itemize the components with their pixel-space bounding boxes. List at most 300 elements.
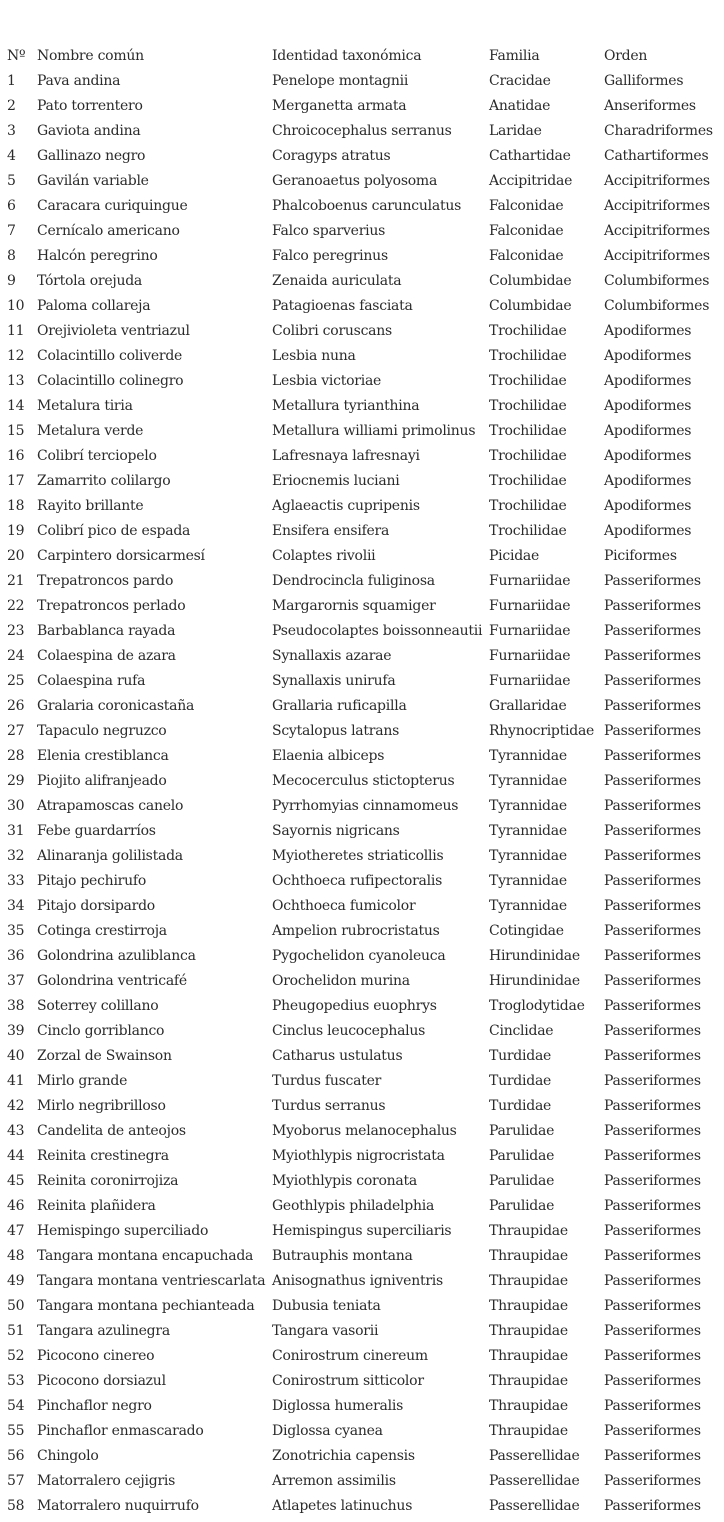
common-name: Colibrí terciopelo: [37, 447, 157, 464]
header-number: Nº: [7, 47, 26, 64]
row-number: 39: [7, 1022, 25, 1039]
common-name: Pato torrentero: [37, 97, 143, 114]
common-name: Golondrina azuliblanca: [37, 947, 196, 964]
order: Passeriformes: [604, 847, 701, 864]
table-row: [0, 1093, 724, 1118]
taxonomic-name: Pseudocolaptes boissonneautii: [272, 622, 483, 639]
row-number: 18: [7, 497, 25, 514]
order: Passeriformes: [604, 697, 701, 714]
taxonomic-name: Hemispingus superciliaris: [272, 1222, 452, 1239]
order: Columbiformes: [604, 272, 710, 289]
common-name: Pinchaflor negro: [37, 1397, 152, 1414]
table-row: [0, 493, 724, 518]
order: Passeriformes: [604, 1072, 701, 1089]
taxonomic-name: Lafresnaya lafresnayi: [272, 447, 420, 464]
header-taxonomic-identity: Identidad taxonómica: [272, 47, 422, 64]
common-name: Piojito alifranjeado: [37, 772, 167, 789]
family: Rhynocriptidae: [489, 722, 595, 739]
header-common-name: Nombre común: [37, 47, 144, 64]
table-body: [0, 68, 724, 1518]
common-name: Alinaranja golilistada: [37, 847, 183, 864]
common-name: Colacintillo coliverde: [37, 347, 183, 364]
row-number: 12: [7, 347, 25, 364]
table-row: [0, 543, 724, 568]
common-name: Gavilán variable: [37, 172, 149, 189]
taxonomic-name: Zonotrichia capensis: [272, 1447, 415, 1464]
table-row: [0, 218, 724, 243]
row-number: 5: [7, 172, 16, 189]
table-row: [0, 668, 724, 693]
row-number: 29: [7, 772, 25, 789]
common-name: Candelita de anteojos: [37, 1122, 186, 1139]
taxonomic-name: Turdus serranus: [272, 1097, 386, 1114]
taxonomic-name: Atlapetes latinuchus: [272, 1497, 413, 1514]
common-name: Colaespina de azara: [37, 647, 176, 664]
family: Thraupidae: [489, 1422, 568, 1439]
common-name: Halcón peregrino: [37, 247, 158, 264]
common-name: Elenia crestiblanca: [37, 747, 169, 764]
order: Apodiformes: [604, 447, 692, 464]
taxonomic-name: Butrauphis montana: [272, 1247, 413, 1264]
common-name: Chingolo: [37, 1447, 99, 1464]
row-number: 53: [7, 1372, 25, 1389]
table-row: [0, 1343, 724, 1368]
table-row: [0, 1143, 724, 1168]
common-name: Carpintero dorsicarmesí: [37, 547, 205, 564]
table-row: [0, 793, 724, 818]
row-number: 10: [7, 297, 25, 314]
order: Columbiformes: [604, 297, 710, 314]
table-row: [0, 1193, 724, 1218]
order: Passeriformes: [604, 622, 701, 639]
taxonomic-name: Sayornis nigricans: [272, 822, 400, 839]
table-row: [0, 993, 724, 1018]
table-row: [0, 1468, 724, 1493]
family: Cathartidae: [489, 147, 571, 164]
common-name: Tangara montana ventriescarlata: [37, 1272, 266, 1289]
row-number: 16: [7, 447, 25, 464]
table-row: [0, 68, 724, 93]
common-name: Zamarrito colilargo: [37, 472, 171, 489]
order: Accipitriformes: [604, 172, 710, 189]
common-name: Caracara curiquingue: [37, 197, 188, 214]
common-name: Tangara montana encapuchada: [37, 1247, 254, 1264]
species-table: [0, 43, 724, 1518]
family: Tyrannidae: [489, 747, 567, 764]
table-row: [0, 268, 724, 293]
taxonomic-name: Coragyps atratus: [272, 147, 391, 164]
row-number: 40: [7, 1047, 25, 1064]
common-name: Gallinazo negro: [37, 147, 146, 164]
row-number: 47: [7, 1222, 25, 1239]
common-name: Picocono dorsiazul: [37, 1372, 166, 1389]
common-name: Cernícalo americano: [37, 222, 180, 239]
taxonomic-name: Chroicocephalus serranus: [272, 122, 452, 139]
row-number: 27: [7, 722, 25, 739]
taxonomic-name: Geothlypis philadelphia: [272, 1197, 435, 1214]
family: Trochilidae: [489, 447, 567, 464]
row-number: 49: [7, 1272, 25, 1289]
row-number: 28: [7, 747, 25, 764]
taxonomic-name: Mecocerculus stictopterus: [272, 772, 455, 789]
table-row: [0, 1293, 724, 1318]
family: Parulidae: [489, 1197, 555, 1214]
row-number: 51: [7, 1322, 25, 1339]
table-row: [0, 468, 724, 493]
family: Thraupidae: [489, 1247, 568, 1264]
taxonomic-name: Elaenia albiceps: [272, 747, 385, 764]
taxonomic-name: Eriocnemis luciani: [272, 472, 400, 489]
row-number: 58: [7, 1497, 25, 1514]
family: Parulidae: [489, 1122, 555, 1139]
common-name: Hemispingo superciliado: [37, 1222, 209, 1239]
order: Passeriformes: [604, 647, 701, 664]
order: Passeriformes: [604, 572, 701, 589]
taxonomic-name: Patagioenas fasciata: [272, 297, 413, 314]
taxonomic-name: Falco sparverius: [272, 222, 386, 239]
row-number: 1: [7, 72, 16, 89]
order: Passeriformes: [604, 597, 701, 614]
order: Passeriformes: [604, 1397, 701, 1414]
common-name: Picocono cinereo: [37, 1347, 155, 1364]
order: Passeriformes: [604, 972, 701, 989]
row-number: 50: [7, 1297, 25, 1314]
order: Accipitriformes: [604, 247, 710, 264]
order: Apodiformes: [604, 422, 692, 439]
row-number: 44: [7, 1147, 25, 1164]
order: Passeriformes: [604, 1097, 701, 1114]
order: Apodiformes: [604, 347, 692, 364]
table-row: [0, 143, 724, 168]
table-row: [0, 318, 724, 343]
family: Passerellidae: [489, 1447, 580, 1464]
table-row: [0, 168, 724, 193]
family: Thraupidae: [489, 1272, 568, 1289]
common-name: Colacintillo colinegro: [37, 372, 184, 389]
taxonomic-name: Myiothlypis coronata: [272, 1172, 417, 1189]
taxonomic-name: Ampelion rubrocristatus: [272, 922, 440, 939]
taxonomic-name: Dubusia teniata: [272, 1297, 381, 1314]
common-name: Pinchaflor enmascarado: [37, 1422, 204, 1439]
order: Passeriformes: [604, 1222, 701, 1239]
table-row: [0, 518, 724, 543]
table-row: [0, 1493, 724, 1518]
family: Turdidae: [489, 1072, 552, 1089]
table-row: [0, 918, 724, 943]
family: Anatidae: [489, 97, 551, 114]
common-name: Zorzal de Swainson: [37, 1047, 172, 1064]
common-name: Cinclo gorriblanco: [37, 1022, 165, 1039]
taxonomic-name: Penelope montagnii: [272, 72, 409, 89]
order: Anseriformes: [604, 97, 696, 114]
order: Passeriformes: [604, 1147, 701, 1164]
table-row: [0, 1243, 724, 1268]
family: Trochilidae: [489, 322, 567, 339]
taxonomic-name: Merganetta armata: [272, 97, 407, 114]
row-number: 36: [7, 947, 25, 964]
taxonomic-name: Colibri coruscans: [272, 322, 392, 339]
table-row: [0, 193, 724, 218]
table-row: [0, 93, 724, 118]
header-family: Familia: [489, 47, 540, 64]
row-number: 21: [7, 572, 25, 589]
family: Thraupidae: [489, 1297, 568, 1314]
family: Passerellidae: [489, 1472, 580, 1489]
order: Passeriformes: [604, 1197, 701, 1214]
order: Passeriformes: [604, 1372, 701, 1389]
common-name: Orejivioleta ventriazul: [37, 322, 190, 339]
common-name: Colibrí pico de espada: [37, 522, 191, 539]
common-name: Reinita crestinegra: [37, 1147, 169, 1164]
table-row: [0, 943, 724, 968]
row-number: 54: [7, 1397, 25, 1414]
row-number: 24: [7, 647, 25, 664]
order: Apodiformes: [604, 497, 692, 514]
row-number: 19: [7, 522, 25, 539]
common-name: Colaespina rufa: [37, 672, 146, 689]
row-number: 45: [7, 1172, 25, 1189]
taxonomic-name: Colaptes rivolii: [272, 547, 376, 564]
order: Passeriformes: [604, 1122, 701, 1139]
row-number: 20: [7, 547, 25, 564]
table-row: [0, 118, 724, 143]
family: Trochilidae: [489, 522, 567, 539]
order: Passeriformes: [604, 722, 701, 739]
row-number: 8: [7, 247, 16, 264]
row-number: 38: [7, 997, 25, 1014]
order: Passeriformes: [604, 1422, 701, 1439]
row-number: 31: [7, 822, 25, 839]
table-row: [0, 618, 724, 643]
family: Columbidae: [489, 297, 572, 314]
taxonomic-name: Ensifera ensifera: [272, 522, 390, 539]
family: Hirundinidae: [489, 972, 580, 989]
family: Trochilidae: [489, 397, 567, 414]
common-name: Trepatroncos perlado: [37, 597, 186, 614]
common-name: Trepatroncos pardo: [37, 572, 174, 589]
row-number: 41: [7, 1072, 25, 1089]
common-name: Mirlo grande: [37, 1072, 128, 1089]
taxonomic-name: Lesbia victoriae: [272, 372, 382, 389]
row-number: 30: [7, 797, 25, 814]
table-row: [0, 1118, 724, 1143]
common-name: Reinita coronirrojiza: [37, 1172, 179, 1189]
order: Passeriformes: [604, 872, 701, 889]
taxonomic-name: Zenaida auriculata: [272, 272, 402, 289]
taxonomic-name: Conirostrum cinereum: [272, 1347, 428, 1364]
taxonomic-name: Scytalopus latrans: [272, 722, 400, 739]
taxonomic-name: Metallura williami primolinus: [272, 422, 476, 439]
order: Passeriformes: [604, 1347, 701, 1364]
taxonomic-name: Falco peregrinus: [272, 247, 388, 264]
row-number: 2: [7, 97, 16, 114]
row-number: 43: [7, 1122, 25, 1139]
row-number: 15: [7, 422, 25, 439]
common-name: Tapaculo negruzco: [37, 722, 167, 739]
taxonomic-name: Myiotheretes striaticollis: [272, 847, 444, 864]
table-row: [0, 893, 724, 918]
order: Apodiformes: [604, 372, 692, 389]
row-number: 57: [7, 1472, 25, 1489]
family: Columbidae: [489, 272, 572, 289]
order: Accipitriformes: [604, 222, 710, 239]
row-number: 56: [7, 1447, 25, 1464]
taxonomic-name: Synallaxis unirufa: [272, 672, 396, 689]
common-name: Atrapamoscas canelo: [37, 797, 184, 814]
row-number: 14: [7, 397, 25, 414]
table-row: [0, 1043, 724, 1068]
common-name: Golondrina ventricafé: [37, 972, 187, 989]
family: Falconidae: [489, 222, 564, 239]
table-row: [0, 968, 724, 993]
taxonomic-name: Tangara vasorii: [272, 1322, 379, 1339]
taxonomic-name: Anisognathus igniventris: [272, 1272, 443, 1289]
row-number: 33: [7, 872, 25, 889]
common-name: Pitajo pechirufo: [37, 872, 146, 889]
taxonomic-name: Cinclus leucocephalus: [272, 1022, 426, 1039]
family: Tyrannidae: [489, 897, 567, 914]
table-row: [0, 693, 724, 718]
family: Cracidae: [489, 72, 551, 89]
family: Turdidae: [489, 1047, 552, 1064]
table-row: [0, 868, 724, 893]
family: Laridae: [489, 122, 542, 139]
table-row: [0, 1018, 724, 1043]
family: Tyrannidae: [489, 847, 567, 864]
common-name: Reinita plañidera: [37, 1197, 156, 1214]
common-name: Matorralero cejigris: [37, 1472, 176, 1489]
order: Passeriformes: [604, 822, 701, 839]
table-row: [0, 1218, 724, 1243]
table-row: [0, 1268, 724, 1293]
table-row: [0, 1443, 724, 1468]
family: Turdidae: [489, 1097, 552, 1114]
order: Passeriformes: [604, 1247, 701, 1264]
family: Furnariidae: [489, 647, 571, 664]
order: Passeriformes: [604, 1447, 701, 1464]
family: Passerellidae: [489, 1497, 580, 1514]
table-row: [0, 568, 724, 593]
order: Passeriformes: [604, 1322, 701, 1339]
family: Trochilidae: [489, 422, 567, 439]
family: Thraupidae: [489, 1372, 568, 1389]
taxonomic-name: Ochthoeca rufipectoralis: [272, 872, 443, 889]
table-row: [0, 1168, 724, 1193]
common-name: Tangara azulinegra: [37, 1322, 170, 1339]
row-number: 42: [7, 1097, 25, 1114]
table-row: [0, 1318, 724, 1343]
order: Charadriformes: [604, 122, 713, 139]
table-row: [0, 718, 724, 743]
family: Thraupidae: [489, 1222, 568, 1239]
taxonomic-name: Geranoaetus polyosoma: [272, 172, 438, 189]
taxonomic-name: Ochthoeca fumicolor: [272, 897, 416, 914]
family: Tyrannidae: [489, 797, 567, 814]
family: Hirundinidae: [489, 947, 580, 964]
common-name: Barbablanca rayada: [37, 622, 176, 639]
taxonomic-name: Metallura tyrianthina: [272, 397, 420, 414]
taxonomic-name: Arremon assimilis: [272, 1472, 396, 1489]
family: Furnariidae: [489, 597, 571, 614]
order: Passeriformes: [604, 922, 701, 939]
table-row: [0, 743, 724, 768]
common-name: Paloma collareja: [37, 297, 151, 314]
taxonomic-name: Pyrrhomyias cinnamomeus: [272, 797, 459, 814]
order: Passeriformes: [604, 897, 701, 914]
common-name: Tangara montana pechianteada: [37, 1297, 255, 1314]
table-row: [0, 418, 724, 443]
order: Passeriformes: [604, 1497, 701, 1514]
table-row: [0, 1418, 724, 1443]
order: Passeriformes: [604, 672, 701, 689]
common-name: Gaviota andina: [37, 122, 141, 139]
row-number: 4: [7, 147, 16, 164]
table-row: [0, 643, 724, 668]
row-number: 46: [7, 1197, 25, 1214]
table-row: [0, 293, 724, 318]
common-name: Pitajo dorsipardo: [37, 897, 155, 914]
taxonomic-name: Orochelidon murina: [272, 972, 410, 989]
common-name: Soterrey colillano: [37, 997, 159, 1014]
taxonomic-name: Conirostrum sitticolor: [272, 1372, 424, 1389]
order: Passeriformes: [604, 747, 701, 764]
taxonomic-name: Pygochelidon cyanoleuca: [272, 947, 446, 964]
order: Passeriformes: [604, 1297, 701, 1314]
taxonomic-name: Grallaria ruficapilla: [272, 697, 407, 714]
family: Trochilidae: [489, 347, 567, 364]
family: Cotingidae: [489, 922, 564, 939]
taxonomic-name: Margarornis squamiger: [272, 597, 436, 614]
order: Galliformes: [604, 72, 684, 89]
row-number: 34: [7, 897, 25, 914]
order: Apodiformes: [604, 322, 692, 339]
table-row: [0, 818, 724, 843]
family: Cinclidae: [489, 1022, 554, 1039]
order: Apodiformes: [604, 522, 692, 539]
family: Troglodytidae: [489, 997, 585, 1014]
row-number: 6: [7, 197, 16, 214]
common-name: Pava andina: [37, 72, 121, 89]
family: Trochilidae: [489, 372, 567, 389]
order: Accipitriformes: [604, 197, 710, 214]
family: Falconidae: [489, 247, 564, 264]
order: Passeriformes: [604, 797, 701, 814]
order: Piciformes: [604, 547, 677, 564]
family: Furnariidae: [489, 572, 571, 589]
header-row: [0, 43, 724, 68]
common-name: Matorralero nuquirrufo: [37, 1497, 199, 1514]
family: Picidae: [489, 547, 540, 564]
taxonomic-name: Aglaeactis cupripenis: [272, 497, 420, 514]
common-name: Mirlo negribrilloso: [37, 1097, 166, 1114]
table-row: [0, 1368, 724, 1393]
row-number: 32: [7, 847, 25, 864]
taxonomic-name: Synallaxis azarae: [272, 647, 392, 664]
family: Furnariidae: [489, 622, 571, 639]
common-name: Gralaria coronicastaña: [37, 697, 195, 714]
taxonomic-name: Diglossa humeralis: [272, 1397, 404, 1414]
family: Tyrannidae: [489, 872, 567, 889]
row-number: 25: [7, 672, 25, 689]
common-name: Rayito brillante: [37, 497, 144, 514]
taxonomic-name: Pheugopedius euophrys: [272, 997, 437, 1014]
family: Trochilidae: [489, 497, 567, 514]
row-number: 3: [7, 122, 16, 139]
table-row: [0, 768, 724, 793]
table-row: [0, 343, 724, 368]
row-number: 55: [7, 1422, 25, 1439]
table-row: [0, 443, 724, 468]
